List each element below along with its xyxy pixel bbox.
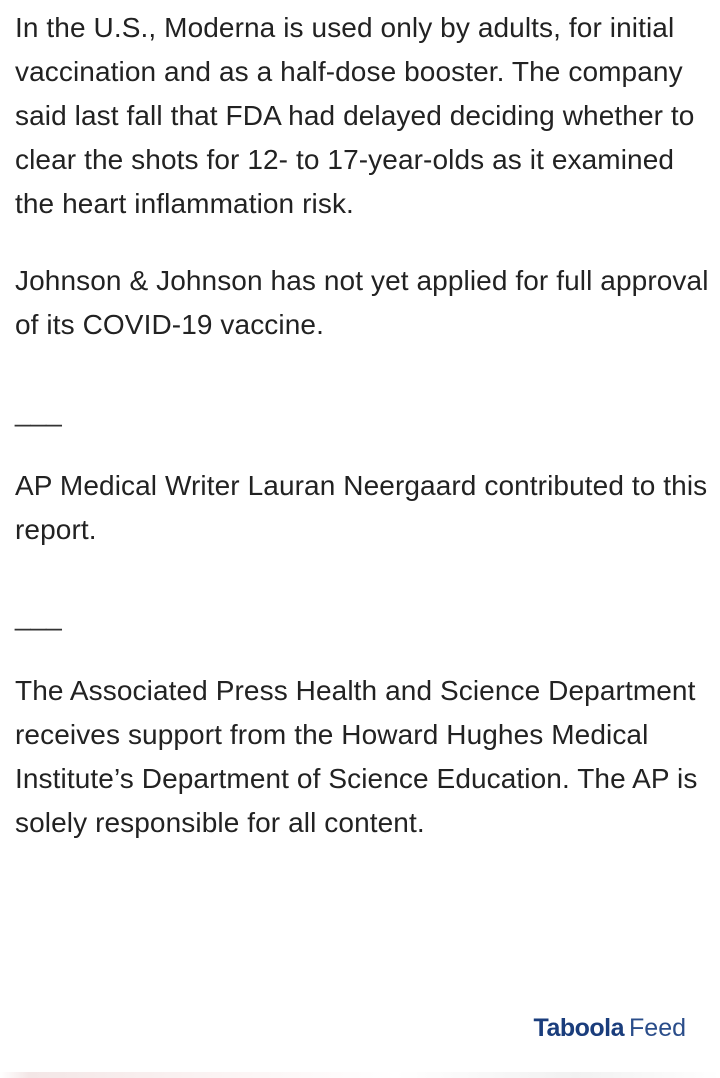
section-separator: ___ xyxy=(15,396,62,427)
article-paragraph: In the U.S., Moderna is used only by adults, for initial vaccination and as a half-dose booster. The company said last fall that FDA had delayed deciding whether to clear the shots for 12- to 17-year-olds as it examined the heart inflammation risk. xyxy=(15,12,695,219)
section-separator: ___ xyxy=(15,600,62,631)
article-disclaimer: The Associated Press Health and Science Department receives support from the Howard Hughes Medical Institute’s Department of Science Education. The AP is solely responsible for all content. xyxy=(15,675,698,838)
article-paragraph: Johnson & Johnson has not yet applied for full approval of its COVID-19 vaccine. xyxy=(15,265,709,340)
taboola-feed-link[interactable] xyxy=(534,1014,686,1043)
taboola-logo: Taboola xyxy=(533,1014,625,1042)
feed-label: Feed xyxy=(629,1014,686,1042)
article-credit: AP Medical Writer Lauran Neergaard contributed to this report. xyxy=(15,470,708,545)
article-body xyxy=(15,6,710,845)
next-content-edge xyxy=(0,1072,720,1078)
